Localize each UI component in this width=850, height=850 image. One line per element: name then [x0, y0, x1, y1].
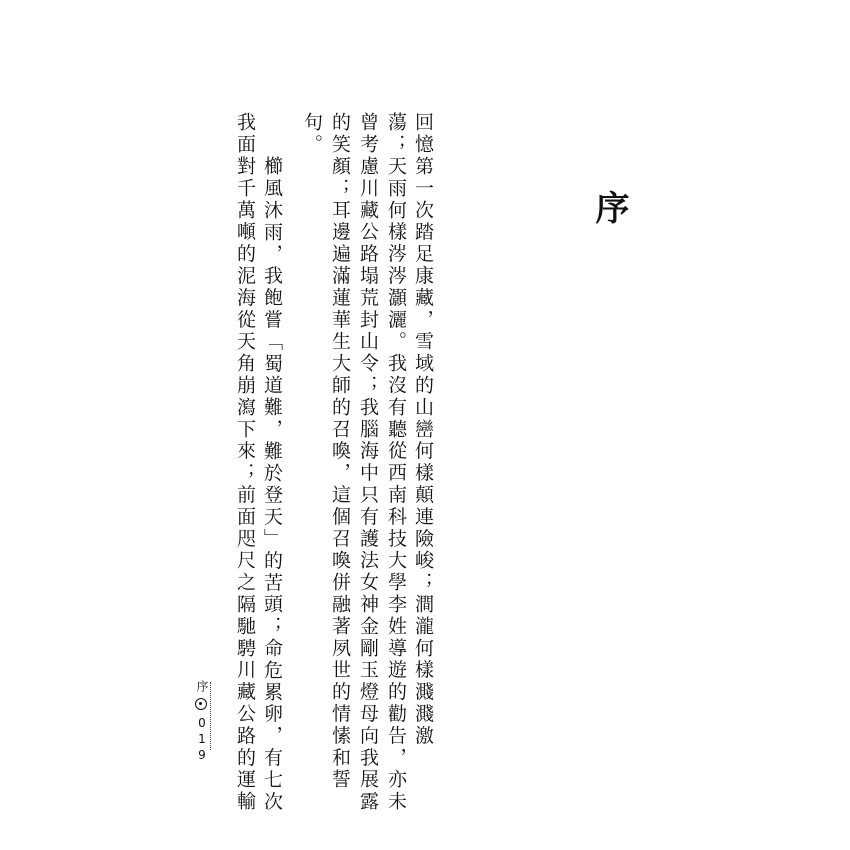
page-number: 019: [195, 716, 209, 764]
page-footer: [192, 680, 214, 764]
paragraph-line-6: 櫛風沐雨，我飽嘗「蜀道難，難於登天」的苦頭；命危累卵，有七次: [261, 156, 283, 813]
paragraph-line-7: 我面對千萬噸的泥海從天角崩瀉下來；前面咫尺之隔馳騁川藏公路的運輸: [234, 112, 256, 813]
footer-dotted-rule: [210, 682, 211, 750]
footer-circle-dot-icon: [195, 698, 207, 710]
paragraph-line-4: 的笑顏；耳邊遍滿蓮華生大師的召喚，這個召喚併融著夙世的情愫和誓: [329, 112, 351, 791]
paragraph-line-3: 曾考慮川藏公路塌荒封山令；我腦海中只有護法女神金剛玉燈母向我展露: [357, 112, 379, 813]
page-title: 序: [589, 190, 629, 224]
paragraph-line-5: 句。: [301, 112, 323, 156]
footer-section-label: 序: [195, 680, 209, 692]
paragraph-line-1: 回憶第一次踏足康藏，雪域的山巒何樣顛連險峻；澗瀧何樣濺濺激: [412, 112, 434, 748]
paragraph-line-2: 蕩；天雨何樣涔涔灝灑。我沒有聽從西南科技大學李姓導遊的勸告，亦未: [385, 112, 407, 813]
